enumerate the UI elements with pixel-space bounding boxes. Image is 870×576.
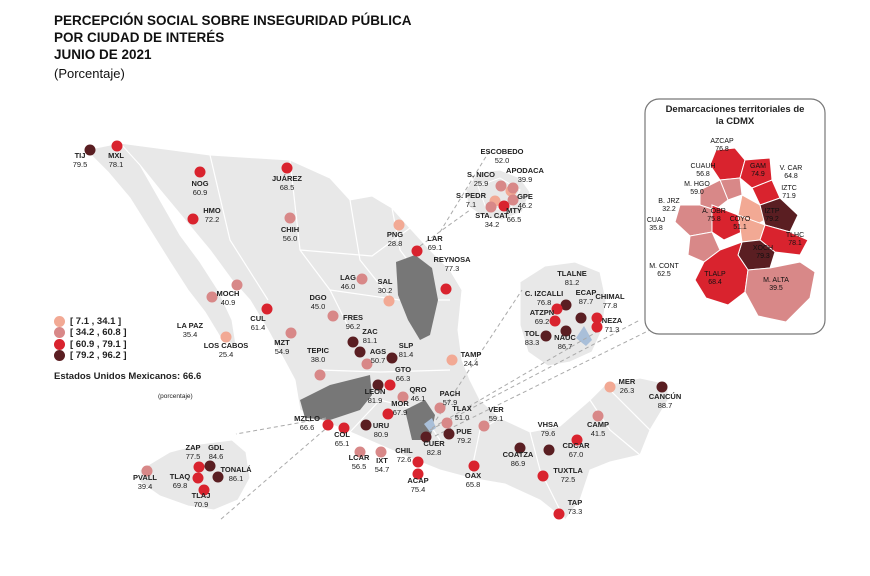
- legend-swatch-2: [54, 327, 65, 338]
- city-name-s-nico: S. NICO: [467, 170, 495, 179]
- city-value-zap: 77.5: [185, 452, 201, 461]
- city-name-sal: SAL: [377, 277, 393, 286]
- marker-atzpn: [550, 316, 561, 327]
- city-name-neza: NEZA: [601, 316, 623, 325]
- alcaldia-value-xoch: 79.3: [756, 253, 770, 260]
- city-value-mzllo: 66.6: [299, 423, 315, 432]
- city-name-cuer: CUER: [423, 439, 445, 448]
- subtitle: (Porcentaje): [54, 66, 125, 81]
- city-value-ags: 50.7: [370, 356, 386, 365]
- city-name-pvall: PVALL: [132, 473, 158, 482]
- city-value-dgo: 45.0: [310, 302, 326, 311]
- marker-reynosa: [441, 284, 452, 295]
- city-value-tlax: 51.0: [454, 413, 470, 422]
- marker-tlaq: [193, 473, 204, 484]
- city-value-cdcar: 67.0: [568, 450, 584, 459]
- marker-chil: [413, 457, 424, 468]
- city-value-acap: 75.4: [410, 485, 426, 494]
- city-name-escobedo: ESCOBEDO: [480, 147, 524, 156]
- city-name-chih: CHIH: [280, 225, 300, 234]
- city-name-mer: MER: [618, 377, 636, 386]
- city-name-s-pedr: S. PEDR: [455, 191, 487, 200]
- legend-swatch-4: [54, 350, 65, 361]
- city-name-la-paz: LA PAZ: [176, 321, 204, 330]
- alcaldia-value-gam: 74.9: [751, 171, 765, 178]
- city-value-cuer: 82.8: [426, 448, 442, 457]
- legend-label-4: [ 79.2 , 96.2 ]: [70, 350, 127, 361]
- city-value-apodaca: 39.9: [517, 175, 533, 184]
- city-value-pach: 57.9: [442, 398, 458, 407]
- alcaldia-name-m-alta: M. ALTA: [763, 277, 789, 284]
- city-name-apodaca: APODACA: [506, 166, 544, 175]
- city-name-cul: CUL: [250, 314, 266, 323]
- marker-hmo: [188, 214, 199, 225]
- marker-tol: [541, 331, 552, 342]
- city-name-dgo: DGO: [309, 293, 327, 302]
- marker-gdl: [205, 461, 216, 472]
- city-name-c-izcalli: C. IZCALLI: [524, 289, 564, 298]
- national-value: 66.6: [182, 371, 202, 382]
- city-value-ver: 59.1: [488, 414, 504, 423]
- city-value-s-nico: 25.9: [473, 179, 489, 188]
- city-value-mxl: 78.1: [108, 160, 124, 169]
- city-value-slp: 81.4: [398, 350, 414, 359]
- national-label: [54, 371, 201, 382]
- city-value-leon: 81.9: [367, 396, 383, 405]
- alcaldia-value-b-jrz: 32.2: [662, 206, 676, 213]
- city-name-mzt: MZT: [274, 338, 290, 347]
- city-name-pach: PACH: [439, 389, 461, 398]
- national-unit: (porcentaje): [158, 393, 193, 400]
- alcaldia-value-cuaj: 35.8: [649, 225, 663, 232]
- city-name-nauc: NAUC: [554, 333, 576, 342]
- title-line-2: POR CIUDAD DE INTERÉS: [54, 30, 225, 45]
- city-name-coatza: COATZA: [502, 450, 534, 459]
- city-name-canc-n: CANCÚN: [648, 392, 682, 401]
- city-name-slp: SLP: [398, 341, 414, 350]
- city-value-lcar: 56.5: [351, 462, 367, 471]
- city-name-gdl: GDL: [208, 443, 224, 452]
- city-name-nog: NOG: [191, 179, 209, 188]
- marker-gto: [385, 380, 396, 391]
- city-value-mor: 67.9: [392, 408, 408, 417]
- city-name-acap: ACAP: [407, 476, 429, 485]
- city-value-sta-cat: 34.2: [484, 220, 500, 229]
- alcaldia-value-iztp: 79.2: [765, 216, 779, 223]
- city-name-tlalne: TLALNE: [557, 269, 587, 278]
- city-value-coatza: 86.9: [510, 459, 526, 468]
- city-value-mty: 66.5: [506, 215, 522, 224]
- marker-zac: [355, 347, 366, 358]
- marker-lag: [357, 274, 368, 285]
- city-value-tamp: 24.4: [463, 359, 479, 368]
- marker-tamp: [447, 355, 458, 366]
- alcaldia-value-tlhc: 78.1: [788, 240, 802, 247]
- city-name-vhsa: VHSA: [537, 420, 559, 429]
- alcaldia-name-xoch: XOCH: [752, 245, 774, 252]
- city-name-col: COL: [334, 430, 350, 439]
- city-value-chih: 56.0: [282, 234, 298, 243]
- city-name-sta-cat: STA. CAT: [475, 211, 509, 220]
- marker-uru: [361, 420, 372, 431]
- city-value-c-izcalli: 76.8: [536, 298, 552, 307]
- city-value-ixt: 54.7: [374, 465, 390, 474]
- city-value-png: 28.8: [387, 239, 403, 248]
- city-name-tepic: TEPIC: [306, 346, 330, 355]
- city-name-tlaj: TLAJ: [191, 491, 211, 500]
- city-name-tap: TAP: [567, 498, 583, 507]
- alcaldia-name-tlalp: TLALP: [704, 271, 726, 278]
- city-value-nog: 60.9: [192, 188, 208, 197]
- marker-fres: [348, 337, 359, 348]
- city-value-tlaq: 69.8: [172, 481, 188, 490]
- marker-sal: [384, 296, 395, 307]
- city-name-ixt: IXT: [376, 456, 388, 465]
- city-name-tamp: TAMP: [460, 350, 482, 359]
- alcaldia-name-cuauh: CUAUH: [690, 163, 716, 170]
- national-text: Estados Unidos Mexicanos:: [54, 371, 181, 382]
- city-value-ecap: 87.7: [578, 297, 594, 306]
- alcaldia-value-tlalp: 68.4: [708, 279, 722, 286]
- alcaldia-name-m-hgo: M. HGO: [684, 181, 710, 188]
- marker-zap: [194, 462, 205, 473]
- city-value-col: 65.1: [334, 439, 350, 448]
- cdmx-title-line-1: Demarcaciones territoriales de: [665, 104, 805, 115]
- alcaldia-name-iztc: IZTC: [781, 185, 797, 192]
- city-value-chimal: 77.8: [602, 301, 618, 310]
- city-value-escobedo: 52.0: [494, 156, 510, 165]
- legend-swatch-1: [54, 316, 65, 327]
- marker-vhsa: [544, 445, 555, 456]
- city-value-qro: 46.1: [410, 394, 426, 403]
- city-value-ju-rez: 68.5: [279, 183, 295, 192]
- legend-label-1: [ 7.1 , 34.1 ]: [70, 316, 122, 327]
- city-value-gpe: 46.2: [517, 201, 533, 210]
- city-value-los-cabos: 25.4: [218, 350, 234, 359]
- city-name-los-cabos: LOS CABOS: [203, 341, 249, 350]
- city-value-fres: 96.2: [345, 322, 361, 331]
- alcaldia-name-azcap: AZCAP: [710, 138, 734, 145]
- city-name-pue: PUE: [456, 427, 472, 436]
- city-value-tol: 83.3: [524, 338, 540, 347]
- city-name-chil: CHIL: [395, 446, 413, 455]
- alcaldia-value-a-obr: 75.8: [707, 216, 721, 223]
- alcaldia-value-iztc: 71.9: [782, 193, 796, 200]
- city-value-pue: 79.2: [456, 436, 472, 445]
- city-name-mzllo: MZLLO: [294, 414, 320, 423]
- city-value-tij: 79.5: [72, 160, 88, 169]
- city-value-neza: 71.3: [604, 325, 620, 334]
- alcaldia-value-v-car: 64.8: [784, 173, 798, 180]
- city-name-uru: URU: [372, 421, 390, 430]
- marker-escobedo: [496, 181, 507, 192]
- city-name-gpe: GPE: [517, 192, 533, 201]
- cdmx-title-line-2: la CDMX: [715, 116, 755, 127]
- city-name-tlax: TLAX: [452, 404, 472, 413]
- title-line-1: PERCEPCIÓN SOCIAL SOBRE INSEGURIDAD PÚBLICA: [54, 13, 412, 28]
- city-name-png: PNG: [386, 230, 404, 239]
- city-name-mor: MOR: [391, 399, 409, 408]
- alcaldia-value-m-alta: 39.5: [769, 285, 783, 292]
- city-value-atzpn: 69.2: [534, 317, 550, 326]
- marker-lar: [412, 246, 423, 257]
- city-value-chil: 72.6: [396, 455, 412, 464]
- city-value-canc-n: 88.7: [657, 401, 673, 410]
- alcaldia-value-azcap: 76.8: [715, 146, 729, 153]
- city-name-reynosa: REYNOSA: [433, 255, 471, 264]
- city-value-sal: 30.2: [377, 286, 393, 295]
- marker-chih: [285, 213, 296, 224]
- legend-swatch-3: [54, 339, 65, 350]
- city-value-mer: 26.3: [619, 386, 635, 395]
- title-line-3: JUNIO DE 2021: [54, 47, 152, 62]
- city-name-cdcar: CDCAR: [562, 441, 590, 450]
- marker-png: [394, 220, 405, 231]
- alcaldia-value-cuauh: 56.8: [696, 171, 710, 178]
- city-value-cul: 61.4: [250, 323, 266, 332]
- city-value-gdl: 84.6: [208, 452, 224, 461]
- city-value-oax: 65.8: [465, 480, 481, 489]
- city-value-tuxtla: 72.5: [560, 475, 576, 484]
- city-name-tonal: TONALÁ: [220, 465, 252, 474]
- city-name-mxl: MXL: [108, 151, 124, 160]
- alcaldia-name-m-cont: M. CONT: [649, 263, 679, 270]
- city-name-tol: TOL: [524, 329, 540, 338]
- marker-mxl: [112, 141, 123, 152]
- alcaldia-name-coyo: COYO: [729, 216, 751, 223]
- city-value-tonal: 86.1: [228, 474, 244, 483]
- legend-label-2: [ 34.2 , 60.8 ]: [70, 327, 127, 338]
- city-value-vhsa: 79.6: [540, 429, 556, 438]
- city-value-reynosa: 77.3: [444, 264, 460, 273]
- marker-cul: [262, 304, 273, 315]
- city-value-lar: 69.1: [427, 243, 443, 252]
- city-value-moch: 40.9: [220, 298, 236, 307]
- marker-dgo: [328, 311, 339, 322]
- city-name-lcar: LCAR: [348, 453, 370, 462]
- city-value-tlaj: 70.9: [193, 500, 209, 509]
- marker-tlax: [442, 418, 453, 429]
- marker-tap: [554, 509, 565, 520]
- city-name-ecap: ECAP: [575, 288, 597, 297]
- marker-ecap: [576, 313, 587, 324]
- city-name-tij: TIJ: [74, 151, 86, 160]
- city-value-uru: 80.9: [373, 430, 389, 439]
- city-value-gto: 66.3: [395, 374, 411, 383]
- marker-ju-rez: [282, 163, 293, 174]
- marker-mzt: [286, 328, 297, 339]
- marker-canc-n: [657, 382, 668, 393]
- city-name-lag: LAG: [340, 273, 356, 282]
- marker-nog: [195, 167, 206, 178]
- alcaldia-value-coyo: 51.1: [733, 224, 747, 231]
- city-value-zac: 81.1: [362, 336, 378, 345]
- city-name-ver: VER: [488, 405, 504, 414]
- city-name-ags: AGS: [369, 347, 387, 356]
- city-value-s-pedr: 7.1: [465, 200, 477, 209]
- alcaldia-value-m-cont: 62.5: [657, 271, 671, 278]
- city-name-oax: OAX: [464, 471, 482, 480]
- alcaldia-name-gam: GAM: [750, 163, 766, 170]
- alcaldia-name-iztp: IZTP: [764, 208, 780, 215]
- city-name-qro: QRO: [409, 385, 427, 394]
- city-value-tlalne: 81.2: [564, 278, 580, 287]
- city-value-pvall: 39.4: [137, 482, 153, 491]
- city-name-mty: MTY: [506, 206, 522, 215]
- city-name-moch: MOCH: [216, 289, 240, 298]
- alcaldia-name-v-car: V. CAR: [779, 165, 803, 172]
- city-name-atzpn: ATZPN: [529, 308, 555, 317]
- city-value-tepic: 38.0: [310, 355, 326, 364]
- city-name-gto: GTO: [394, 365, 412, 374]
- marker-pue: [444, 429, 455, 440]
- city-value-la-paz: 35.4: [182, 330, 198, 339]
- marker-slp: [387, 353, 398, 364]
- city-name-hmo: HMO: [203, 206, 221, 215]
- city-name-lar: LAR: [427, 234, 443, 243]
- marker-tepic: [315, 370, 326, 381]
- city-value-hmo: 72.2: [204, 215, 220, 224]
- city-name-zac: ZAC: [362, 327, 378, 336]
- city-value-camp: 41.5: [590, 429, 606, 438]
- alcaldia-name-a-obr: A. OBR: [702, 208, 726, 215]
- alcaldia-name-cuaj: CUAJ: [646, 217, 666, 224]
- city-name-leon: LEON: [364, 387, 386, 396]
- marker-mer: [605, 382, 616, 393]
- alcaldia-name-b-jrz: B. JRZ: [658, 198, 680, 205]
- city-value-tap: 73.3: [567, 507, 583, 516]
- city-name-camp: CAMP: [586, 420, 610, 429]
- city-value-mzt: 54.9: [274, 347, 290, 356]
- marker-tuxtla: [538, 471, 549, 482]
- city-name-chimal: CHIMAL: [595, 292, 625, 301]
- legend-label-3: [ 60.9 , 79.1 ]: [70, 339, 127, 350]
- marker-oax: [469, 461, 480, 472]
- city-name-ju-rez: JUÁREZ: [271, 174, 303, 183]
- city-name-fres: FRES: [342, 313, 364, 322]
- city-name-tuxtla: TUXTLA: [553, 466, 583, 475]
- alcaldia-name-tlhc: TLHC: [785, 232, 805, 239]
- city-name-tlaq: TLAQ: [169, 472, 191, 481]
- alcaldia-value-m-hgo: 59.0: [690, 189, 704, 196]
- city-value-lag: 46.0: [340, 282, 356, 291]
- city-value-nauc: 86.7: [557, 342, 573, 351]
- city-name-zap: ZAP: [185, 443, 201, 452]
- marker-mzllo: [323, 420, 334, 431]
- marker-tij: [85, 145, 96, 156]
